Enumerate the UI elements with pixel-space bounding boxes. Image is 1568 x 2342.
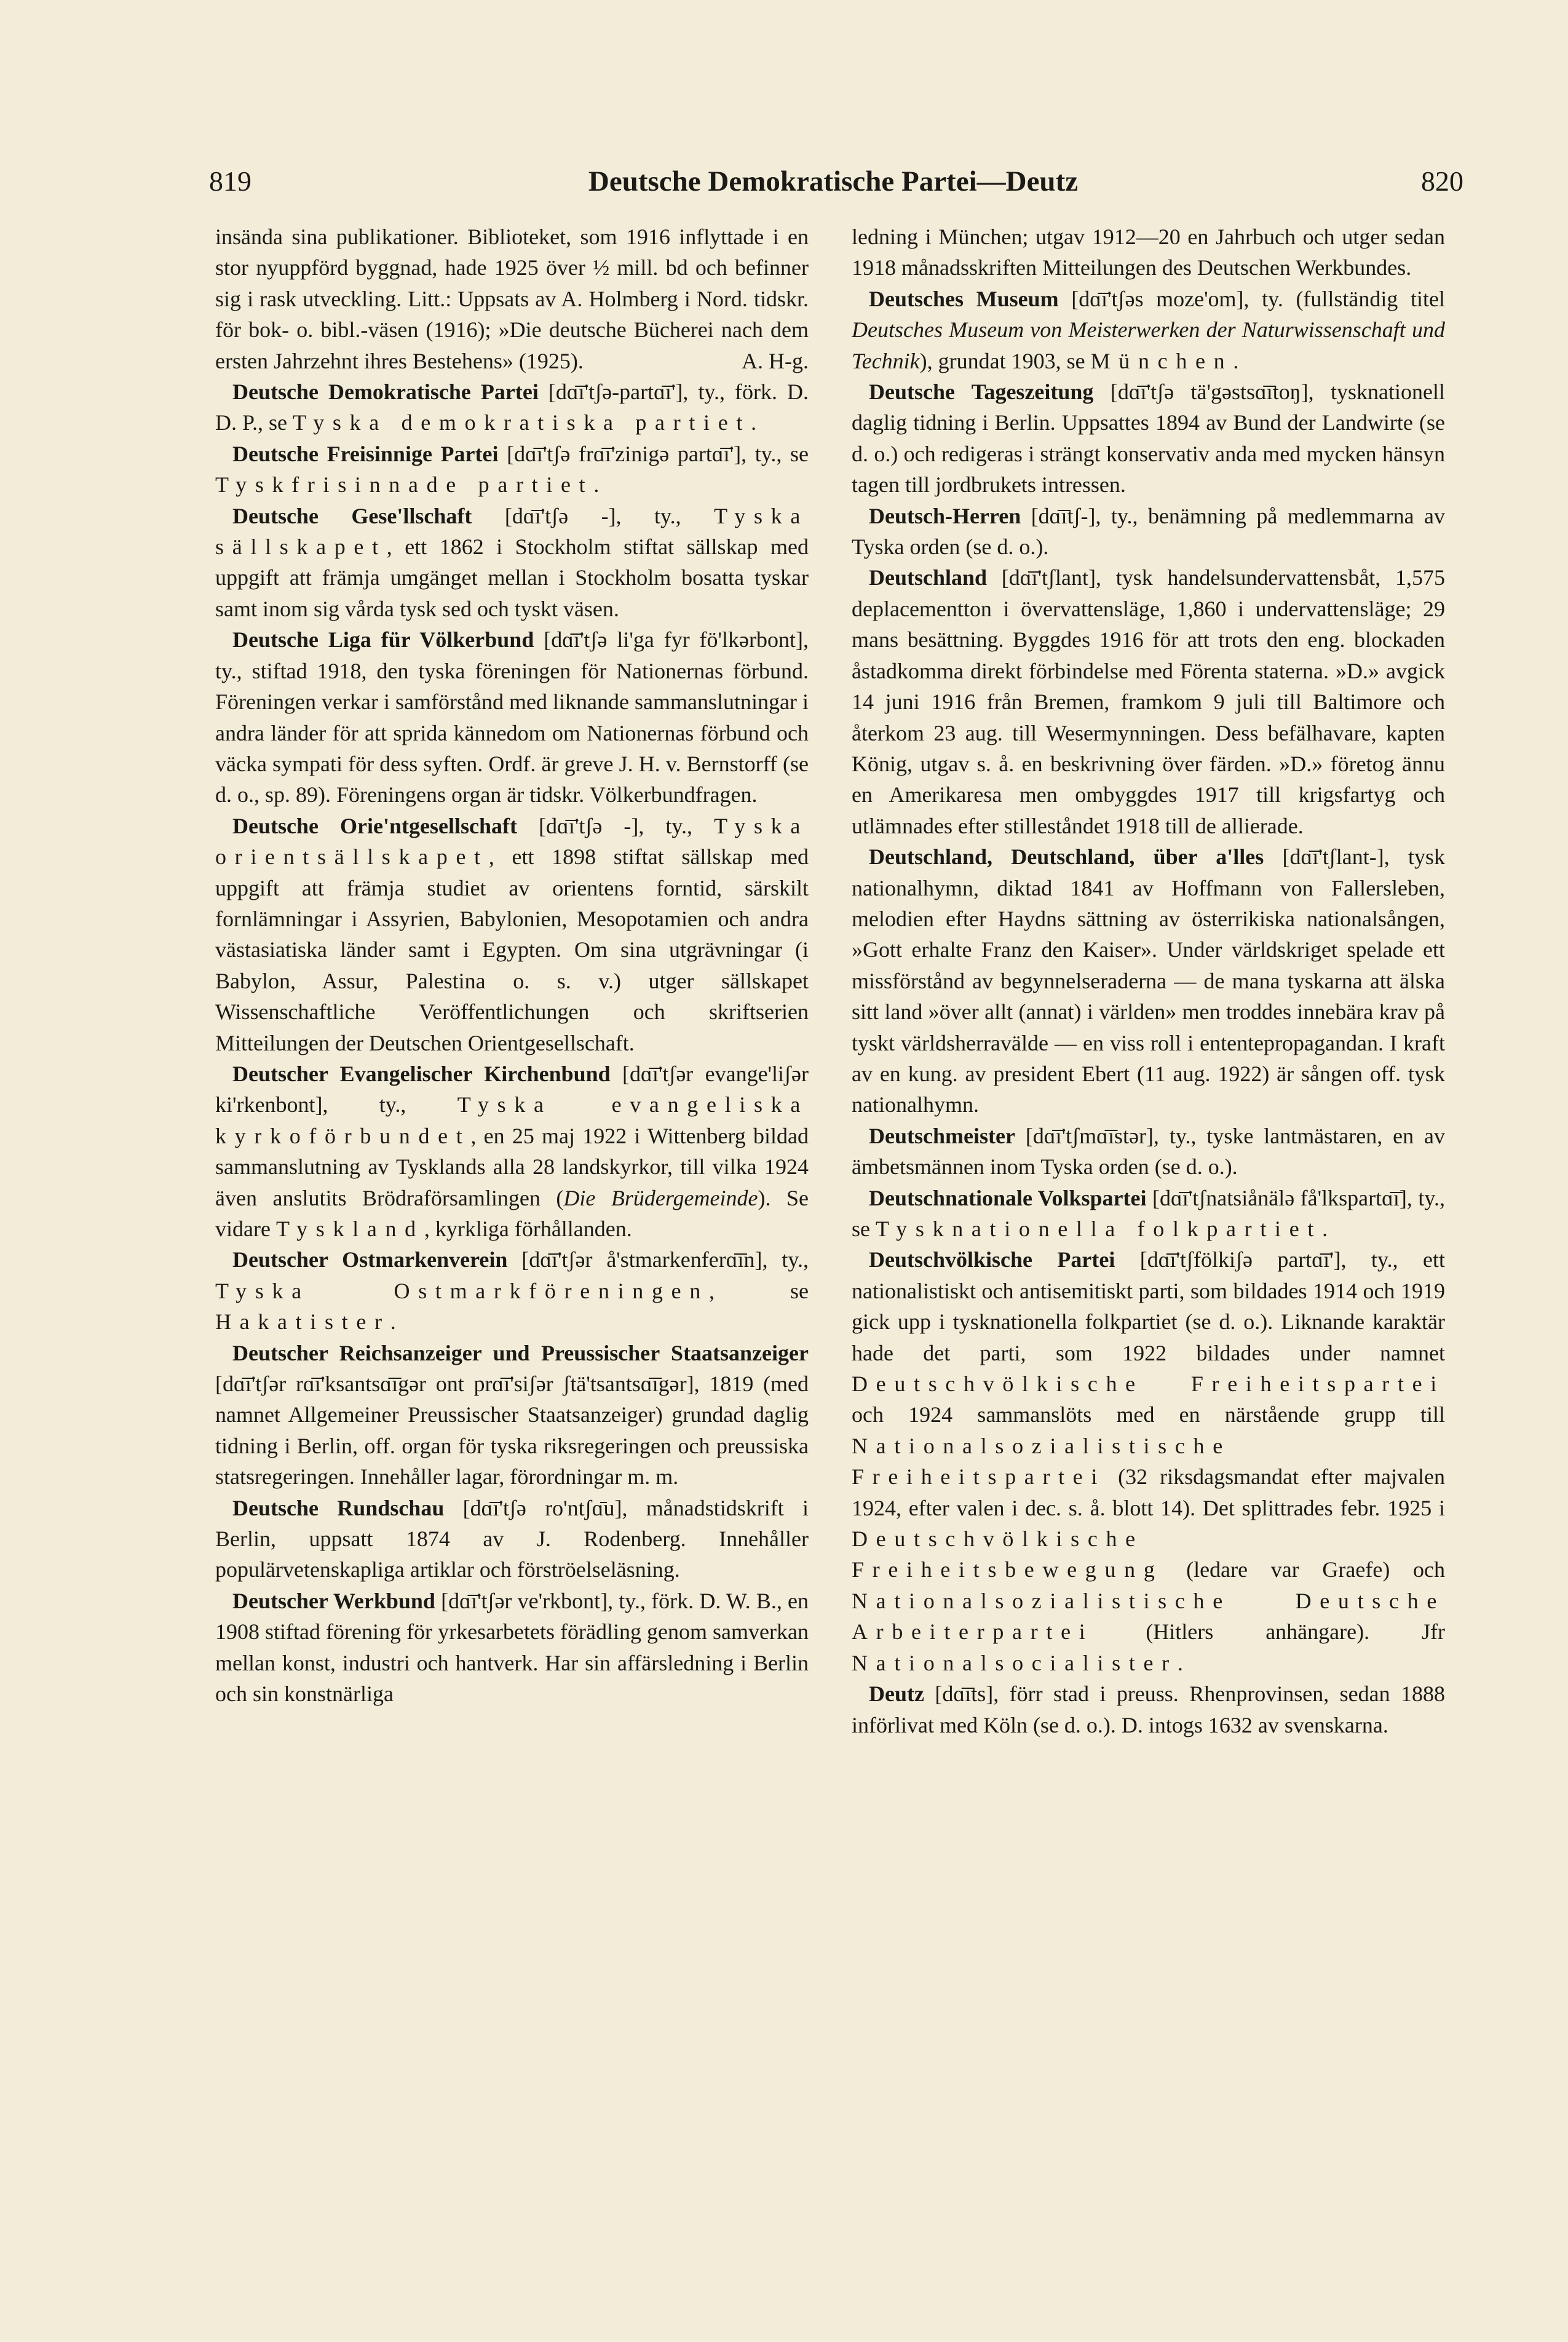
entry: Deutz [dɑ̄ı̄ts], förr stad i preuss. Rhenprovinsen, sedan 1888 införlivat med Köln (se d. o.). D. intogs 1632 av svenskarna. [852,1681,1445,1737]
headword: Deutsche Tageszeitung [869,379,1094,405]
entry: Deutschmeister [dɑ̄ı̄'tʃmɑ̄ı̄stər], ty., tyske lantmästaren, en av ämbetsmännen inom Tyska orden (se d. o.). [852,1123,1445,1180]
headword: Deutschland, Deutschland, über a'lles [869,844,1264,870]
headword: Deutschmeister [869,1123,1015,1148]
headword: Deutschnationale Volkspartei [869,1185,1147,1210]
headword: Deutschland [869,565,988,590]
entry: Deutschland [dɑ̄ı̄'tʃlant], tysk handelsundervattensbåt, 1,575 deplacementton i övervattensläge, 1,860 i undervattensläge; 29 mans besättning. Byggdes 1916 för att trots den eng. blockaden åstadkomma direkt förbindelse med Förenta staterna. »D.» avgick 14 juni 1916 från Bremen, framkom 9 juli till Baltimore och återkom 23 aug. till Wesermynningen. Dess befälhavare, kapten König, utgav s. å. en beskrivning över färden. »D.» företog ännu en Amerikaresa men ombyggdes 1917 till krigsfartyg och utlämnades efter stilleståndet 1918 till de allierade. [852,565,1445,838]
entry: Deutscher Werkbund [dɑ̄ı̄'tʃər ve'rkbont], ty., förk. D. W. B., en 1908 stiftad förening för yrkesarbetets förädling genom samverkan mellan konst, industri och hantverk. Har sin affärsledning i Berlin och sin konstnärliga [215,1588,809,1707]
headword: Deutsche Freisinnige Partei [232,441,499,466]
entry: Deutsch-Herren [dɑ̄ı̄tʃ-], ty., benämning på medlemmarna av Tyska orden (se d. o.). [852,503,1445,560]
entry: Deutscher Reichsanzeiger und Preussischer Staatsanzeiger [dɑ̄ı̄'tʃər rɑ̄ı̄'ksantsɑ̄ı̄gər ont prɑ̄ı̄'siʃər ʃtä'tsantsɑ̄ı̄gər], 1819 (med namnet Allgemeiner Preussischer Staatsanzeiger) grundad daglig tidning i Berlin, off. organ för tyska riksregeringen och preussiska statsregeringen. Innehåller lagar, förordningar m. m. [215,1340,809,1490]
entry-continuation: insända sina publikationer. Biblioteket, som 1916 inflyttade i en stor nyuppförd byggnad, hade 1925 över ½ mill. bd och befinner sig i rask utveckling. Litt.: Uppsats av A. Holmberg i Nord. tidskr. för bok- o. bibl.-väsen (1916); »Die deutsche Bücherei nach dem ersten Jahrzehnt ihres Bestehens» (1925). A. H-g. [215,221,809,376]
entry: Deutscher Ostmarkenverein [dɑ̄ı̄'tʃər å'stmarkenferɑ̄ı̄n], ty., Tyska Ostmarkföreningen, se Hakatister. [215,1247,809,1335]
page-header [203,165,1463,214]
headword: Deutsches Museum [869,286,1059,311]
entry: Deutsche Gese'llschaft [dɑ̄ı̄'tʃə -], ty., Tyska sällskapet, ett 1862 i Stockholm stiftat sällskap med uppgift att främja umgänget mellan i Stockholm bosatta tyskar samt inom sig vårda tysk sed och tyskt väsen. [215,503,809,621]
headword: Deutsche Orie'ntgesellschaft [232,813,517,838]
entry-continuation: ledning i München; utgav 1912—20 en Jahrbuch och utger sedan 1918 månadsskriften Mitteilungen des Deutschen Werkbundes. [852,224,1445,280]
entry: Deutschvölkische Partei [dɑ̄ı̄'tʃfölkiʃə partɑ̄ı̄'], ty., ett nationalistiskt och antisemitiskt parti, som bildades 1914 och 1919 gick upp i tysknationella folkpartiet (se d. o.). Liknande karaktär hade det parti, som 1922 bildades under namnet Deutschvölkische Freiheitspartei och 1924 sammanslöts med en närstående grupp till Nationalsozialistische Freiheitspartei (32 riksdagsmandat efter majvalen 1924, efter valen i dec. s. å. blott 14). Det splittrades febr. 1925 i Deutschvölkische Freiheitsbewegung (ledare var Graefe) och Nationalsozialistische Deutsche Arbeiterpartei (Hitlers anhängare). Jfr Nationalsocialister. [852,1247,1445,1675]
headword: Deutschvölkische Partei [869,1247,1115,1272]
headword: Deutscher Werkbund [232,1588,435,1613]
headword: Deutsche Liga für Völkerbund [232,627,534,653]
entry: Deutsche Rundschau [dɑ̄ı̄'tʃə ro'ntʃɑ̄u], månadstidskrift i Berlin, uppsatt 1874 av J. Rodenberg. Innehåller populärvetenskapliga artiklar och förströelseläsning. [215,1495,809,1582]
page-number-left: 819 [209,165,251,197]
right-column [852,221,1445,2251]
headword: Deutsche Rundschau [232,1495,445,1520]
entry: Deutsche Demokratische Partei [dɑ̄ı̄'tʃə-partɑ̄ı̄'], ty., förk. D. D. P., se Tyska demokratiska partiet. [215,379,809,435]
entry: Deutsche Orie'ntgesellschaft [dɑ̄ı̄'tʃə -], ty., Tyska orientsällskapet, ett 1898 stiftat sällskap med uppgift att främja studiet av orientens forntid, särskilt fornlämningar i Assyrien, Babylonien, Mesopotamien och andra västasiatiska länder samt i Egypten. Om sina utgrävningar (i Babylon, Assur, Palestina o. s. v.) utger sällskapet Wissenschaftliche Veröffentlichungen och skriftserien Mitteilungen der Deutschen Orientgesellschaft. [215,813,809,1055]
entry: Deutschnationale Volkspartei [dɑ̄ı̄'tʃnatsiånälə få'lkspartɑ̄ı̄], ty., se Tysknationella folkpartiet. [852,1185,1445,1241]
headword: Deutscher Evangelischer Kirchenbund [232,1061,611,1086]
entry: Deutscher Evangelischer Kirchenbund [dɑ̄ı̄'tʃər evange'liʃər ki'rkenbont], ty., Tyska evangeliska kyrkoförbundet, en 25 maj 1922 i Wittenberg bildad sammanslutning av Tysklands alla 28 landskyrkor, till vilka 1924 även anslutits Brödraförsamlingen (Die Brüdergemeinde). Se vidare Tyskland, kyrkliga förhållanden. [215,1061,809,1241]
entry: Deutsche Tageszeitung [dɑ̄ı̄'tʃə tä'gəstsɑ̄ı̄toŋ], tysknationell daglig tidning i Berlin. Uppsattes 1894 av Bund der Landwirte (se d. o.) och redigeras i strängt konservativ anda med mycken hänsyn tagen till jordbrukets intressen. [852,379,1445,498]
page-number-right: 820 [1421,165,1463,197]
entry: Deutschland, Deutschland, über a'lles [dɑ̄ı̄'tʃlant-], tysk nationalhymn, diktad 1841 av Hoffmann von Fallersleben, melodien efter Haydns sättning av österrikiska nationalsången, »Gott erhalte Franz den Kaiser». Under världskriget spelade ett missförstånd av begynnelseraderna — de mana tyskarna att älska sitt land »över allt (annat) i världen» men troddes innebära krav på tyskt världsherravälde — en viss roll i ententepropagandan. I kraft av en kung. av president Ebert (11 aug. 1922) är sången off. tysk nationalhymn. [852,844,1445,1117]
author-signature: A. H-g. [742,348,809,373]
entry: Deutsche Freisinnige Partei [dɑ̄ı̄'tʃə frɑ̄ı̄'zinigə partɑ̄ı̄'], ty., se Tyskfrisinnade partiet. [215,441,809,498]
headword: Deutsche Demokratische Partei [232,379,539,405]
headword: Deutsche Gese'llschaft [232,503,472,528]
left-column [215,221,809,2251]
headword: Deutsch-Herren [869,503,1021,528]
headword: Deutz [869,1681,924,1707]
headword: Deutscher Reichsanzeiger und Preussischer Staatsanzeiger [232,1340,809,1365]
entry: Deutsche Liga für Völkerbund [dɑ̄ı̄'tʃə li'ga fyr fö'lkərbont], ty., stiftad 1918, den tyska föreningen för Nationernas förbund. Föreningen verkar i samförstånd med liknande sammanslutningar i andra länder för att sprida kännedom om Nationernas förbund och väcka sympati för dess syften. Ordf. är greve J. H. v. Bernstorff (se d. o., sp. 89). Föreningens organ är tidskr. Völkerbundfragen. [215,627,809,808]
headword: Deutscher Ostmarkenverein [232,1247,508,1272]
entry: Deutsches Museum [dɑ̄ı̄'tʃəs moze'om], ty. (fullständig titel Deutsches Museum von Meisterwerken der Naturwissenschaft und Technik), grundat 1903, se München. [852,286,1445,373]
running-title: Deutsche Demokratische Partei—Deutz [588,165,1079,197]
